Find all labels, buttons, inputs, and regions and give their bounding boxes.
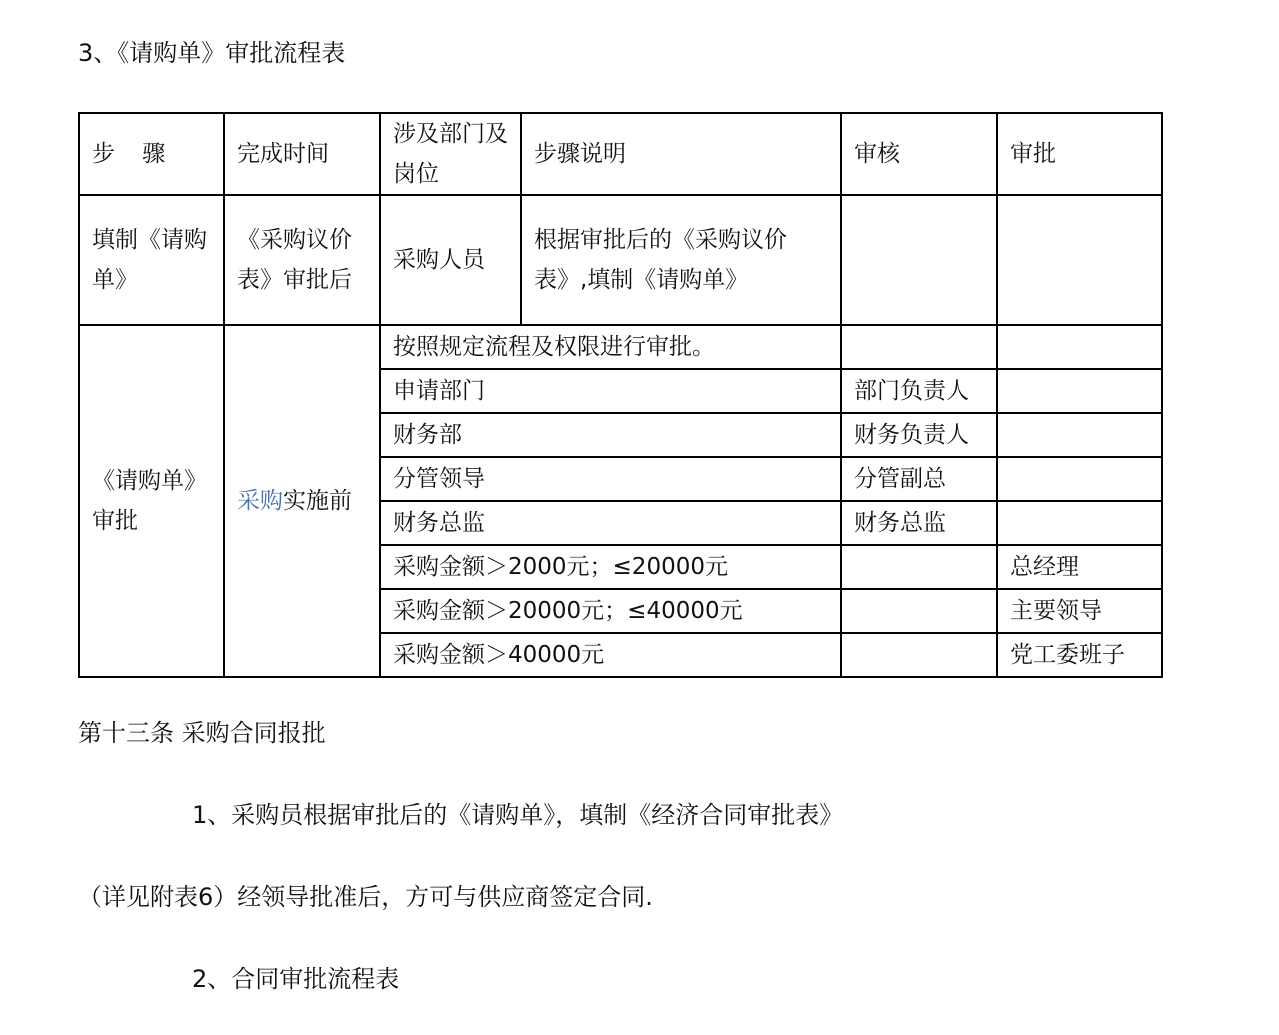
requisition-approval-table	[78, 112, 1163, 678]
cell-review: 部门负责人	[841, 369, 997, 413]
cell-approve	[997, 413, 1162, 457]
cell-desc: 按照规定流程及权限进行审批。	[380, 325, 841, 369]
cell-approve	[997, 195, 1162, 325]
cell-review	[841, 633, 997, 677]
header-approve: 审批	[997, 113, 1162, 195]
article-title: 第十三条 采购合同报批	[78, 719, 326, 747]
cell-dept: 采购人员	[380, 195, 521, 325]
procurement-link[interactable]: 采购	[237, 488, 283, 514]
cell-time	[224, 325, 380, 677]
cell-desc: 采购金额＞40000元	[380, 633, 841, 677]
cell-review	[841, 325, 997, 369]
cell-approve: 主要领导	[997, 589, 1162, 633]
table-header-row	[79, 113, 1162, 195]
header-step: 步 骤	[79, 113, 224, 195]
cell-desc: 采购金额＞2000元；≤20000元	[380, 545, 841, 589]
header-review: 审核	[841, 113, 997, 195]
paragraph-3: 2、合同审批流程表	[192, 965, 400, 993]
cell-desc: 采购金额＞20000元；≤40000元	[380, 589, 841, 633]
cell-approve	[997, 325, 1162, 369]
cell-step: 《请购单》审批	[79, 325, 224, 677]
time-rest-text: 实施前	[283, 488, 352, 514]
cell-review	[841, 589, 997, 633]
table-row	[79, 325, 1162, 369]
paragraph-2: （详见附表6）经领导批准后，方可与供应商签定合同.	[78, 883, 653, 911]
header-time: 完成时间	[224, 113, 380, 195]
cell-approve	[997, 457, 1162, 501]
cell-desc: 根据审批后的《采购议价表》,填制《请购单》	[521, 195, 841, 325]
cell-time: 《采购议价表》审批后	[224, 195, 380, 325]
cell-review: 财务总监	[841, 501, 997, 545]
header-desc: 步骤说明	[521, 113, 841, 195]
cell-desc: 分管领导	[380, 457, 841, 501]
cell-step: 填制《请购单》	[79, 195, 224, 325]
table-row	[79, 195, 1162, 325]
cell-review	[841, 195, 997, 325]
cell-review: 分管副总	[841, 457, 997, 501]
cell-approve	[997, 369, 1162, 413]
section-heading: 3、《请购单》审批流程表	[78, 39, 346, 67]
cell-desc: 申请部门	[380, 369, 841, 413]
cell-desc: 财务部	[380, 413, 841, 457]
header-dept: 涉及部门及岗位	[380, 113, 521, 195]
cell-approve: 总经理	[997, 545, 1162, 589]
cell-approve: 党工委班子	[997, 633, 1162, 677]
cell-review	[841, 545, 997, 589]
paragraph-1: 1、采购员根据审批后的《请购单》，填制《经济合同审批表》	[192, 801, 844, 829]
cell-desc: 财务总监	[380, 501, 841, 545]
cell-approve	[997, 501, 1162, 545]
cell-review: 财务负责人	[841, 413, 997, 457]
